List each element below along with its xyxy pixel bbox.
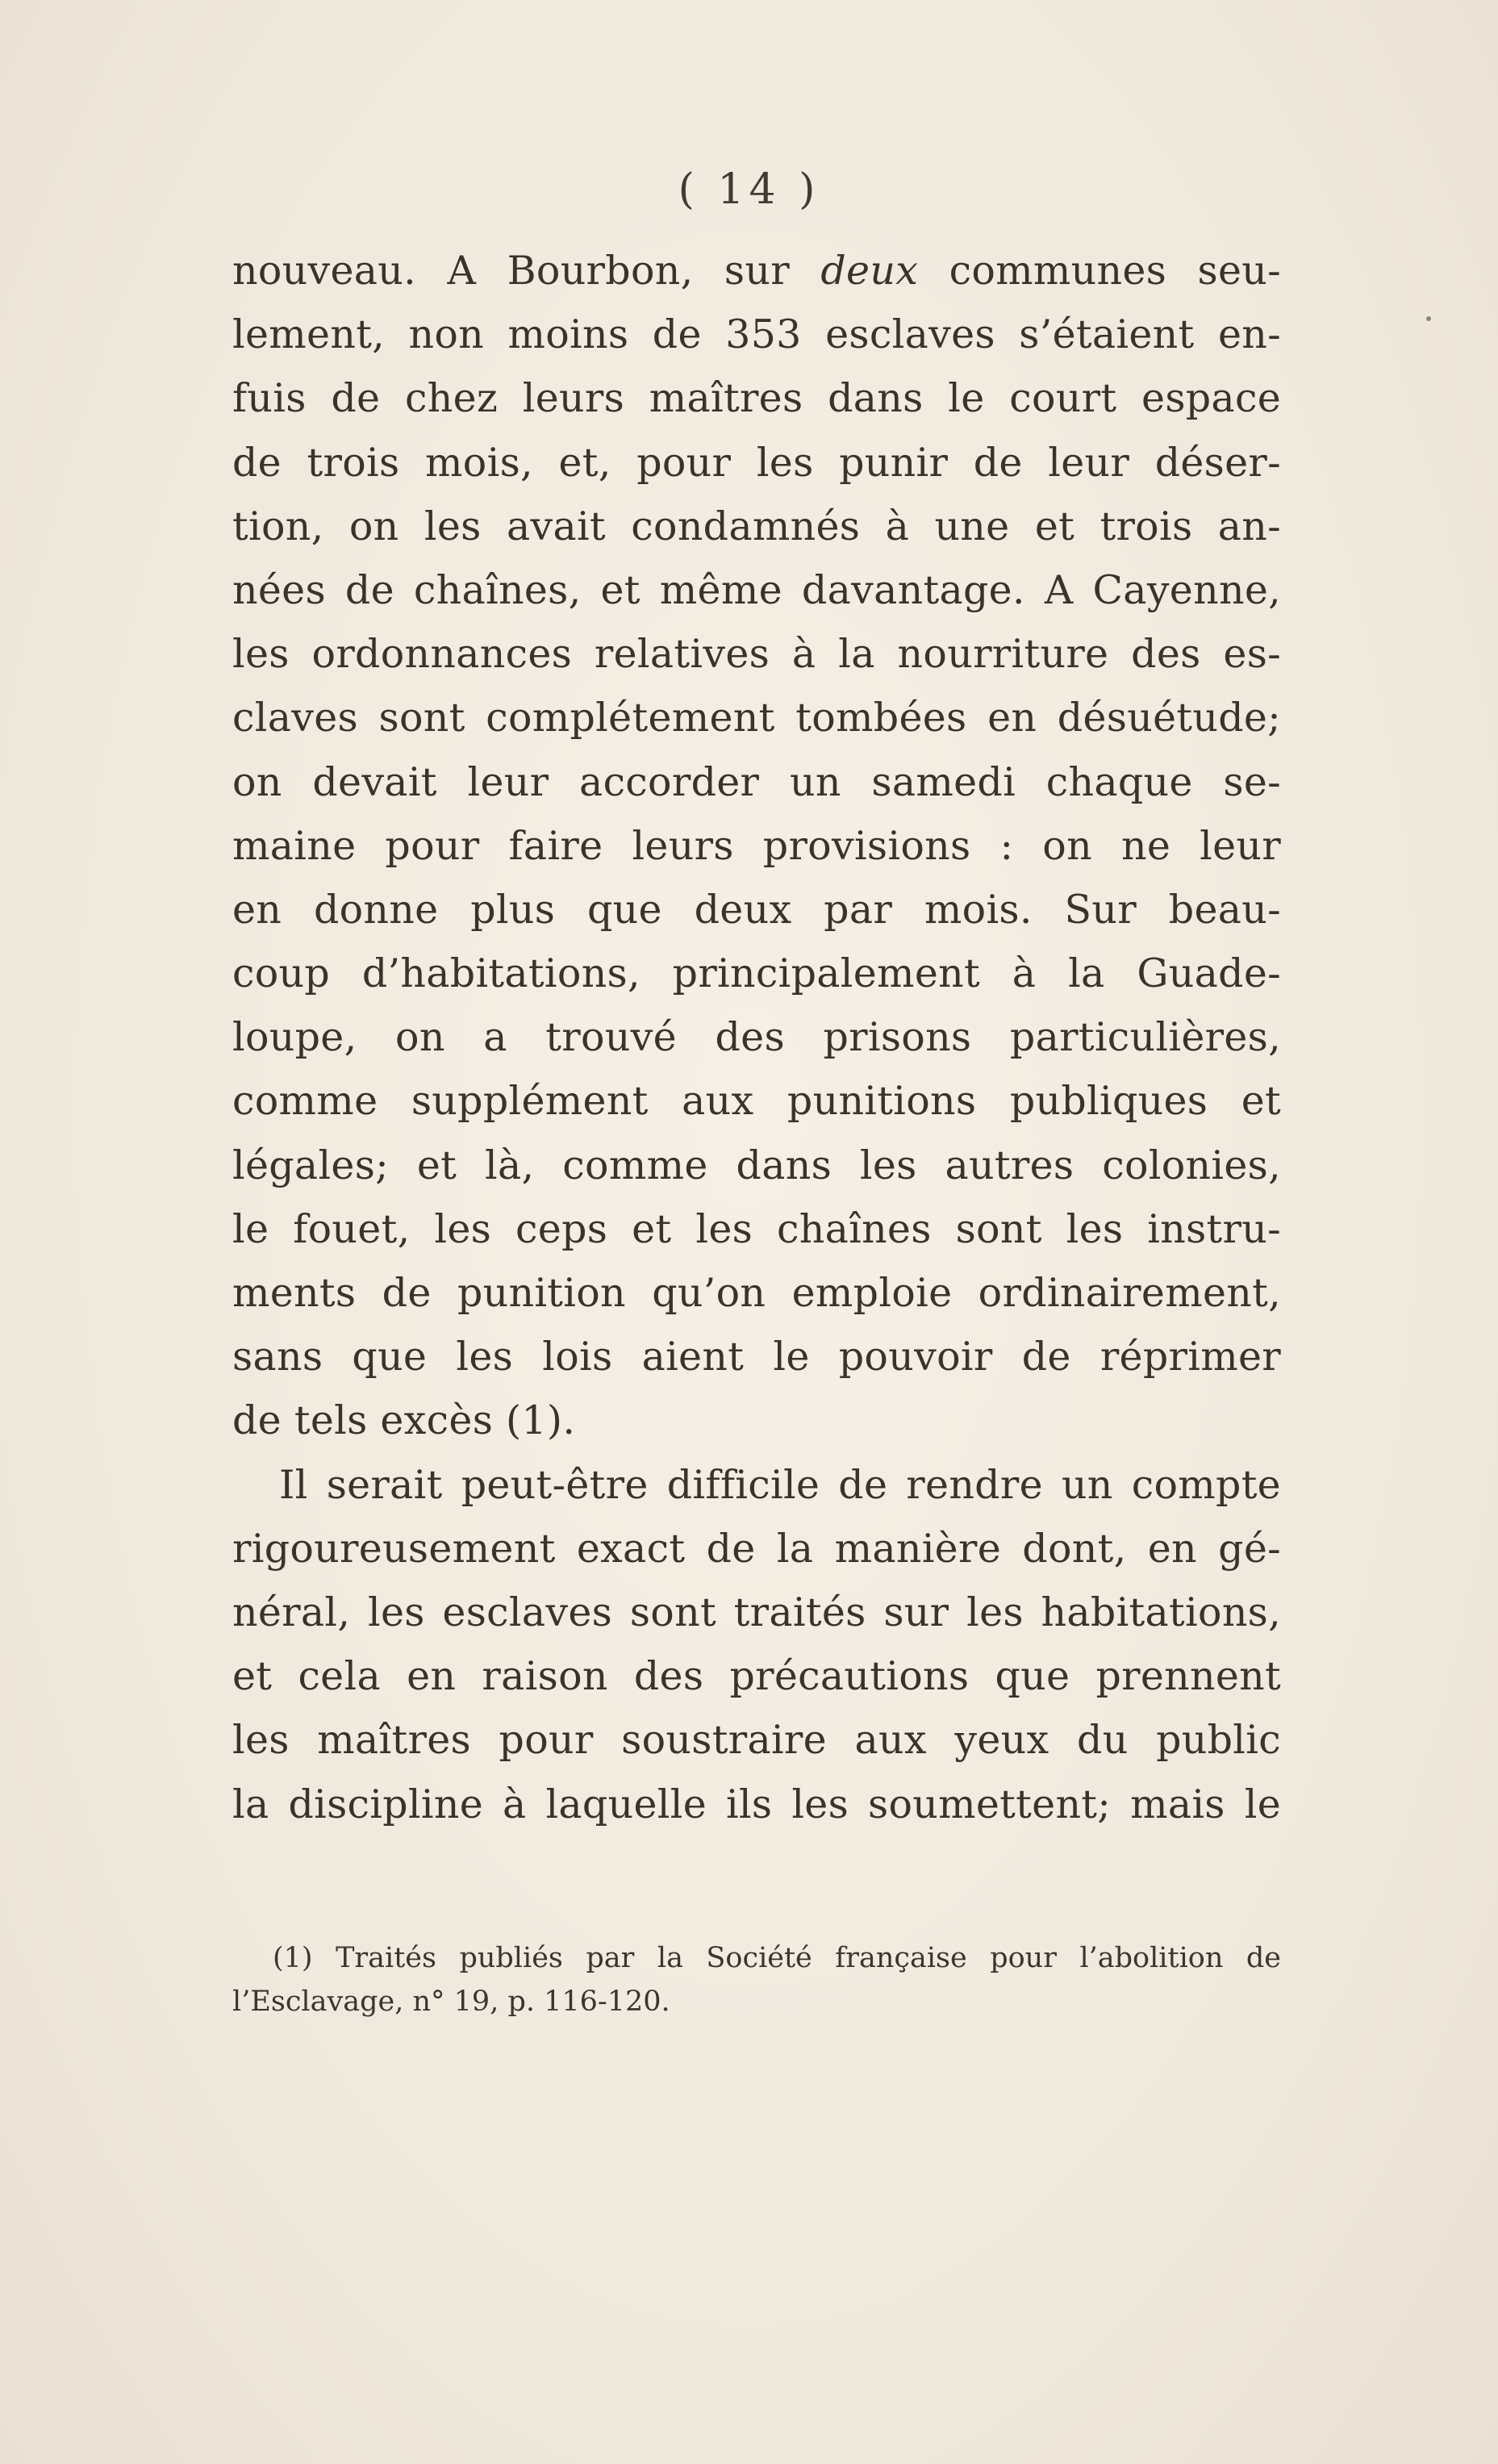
page-number: ( 14 ) xyxy=(678,165,820,214)
text-line-23: et cela en raison des précautions que prennent xyxy=(232,1653,1281,1700)
text-line-21: rigoureusement exact de la manière dont, en gé- xyxy=(232,1525,1281,1572)
footnote-line-1: (1) Traités publiés par la Société française pour l’abolition de xyxy=(273,1942,1281,1974)
text-line-1: nouveau. A Bourbon, sur deux communes seu- xyxy=(232,248,1281,294)
text-line-22: néral, les esclaves sont traités sur les habitations, xyxy=(232,1589,1281,1635)
text-line-25: la discipline à laquelle ils les soumettent; mais le xyxy=(232,1781,1281,1827)
text-line-6: nées de chaînes, et même davantage. A Cayenne, xyxy=(232,566,1281,613)
text-line-14: comme supplément aux punitions publiques et xyxy=(232,1078,1281,1125)
text-line-17: ments de punition qu’on emploie ordinairement, xyxy=(232,1270,1281,1316)
margin-speck xyxy=(1426,316,1431,321)
text-line-19: de tels excès (1). xyxy=(232,1397,576,1444)
text-line-3: fuis de chez leurs maîtres dans le court espace xyxy=(232,375,1281,422)
text-line-4: de trois mois, et, pour les punir de leur déser- xyxy=(232,439,1281,486)
text-line-16: le fouet, les ceps et les chaînes sont les instru- xyxy=(232,1205,1281,1252)
text-line-7: les ordonnances relatives à la nourriture des es- xyxy=(232,631,1281,678)
body-text xyxy=(232,239,1281,1836)
text-line-11: en donne plus que deux par mois. Sur beau- xyxy=(232,886,1281,933)
text-line-20: Il serait peut-être difficile de rendre un compte xyxy=(279,1461,1281,1508)
text-line-13: loupe, on a trouvé des prisons particulières, xyxy=(232,1014,1281,1061)
text-line-15: légales; et là, comme dans les autres colonies, xyxy=(232,1142,1281,1188)
text-line-2: lement, non moins de 353 esclaves s’étaient en- xyxy=(232,311,1281,358)
text-line-9: on devait leur accorder un samedi chaque se- xyxy=(232,758,1281,805)
text-line-10: maine pour faire leurs provisions : on ne leur xyxy=(232,822,1281,869)
text-line-5: tion, on les avait condamnés à une et trois an- xyxy=(232,503,1281,549)
text-line-24: les maîtres pour soustraire aux yeux du public xyxy=(232,1717,1281,1764)
footnote-line-2: l’Esclavage, n° 19, p. 116-120. xyxy=(232,1986,670,2018)
text-line-12: coup d’habitations, principalement à la Guade- xyxy=(232,950,1281,997)
text-line-8: claves sont complétement tombées en désuétude; xyxy=(232,695,1281,741)
text-line-18: sans que les lois aient le pouvoir de réprimer xyxy=(232,1334,1281,1380)
footnote xyxy=(232,1936,1281,2023)
